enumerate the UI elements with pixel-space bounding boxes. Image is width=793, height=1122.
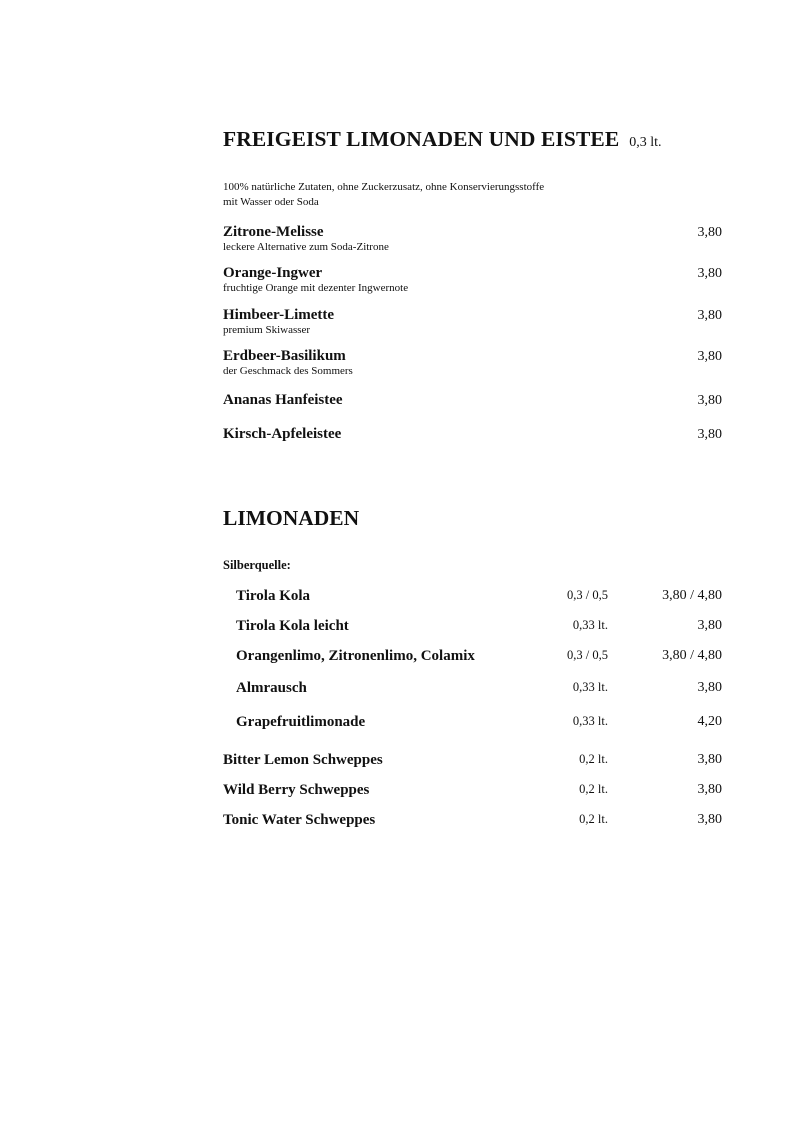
item-description: premium Skiwasser	[223, 324, 311, 336]
drink-row	[223, 781, 722, 799]
drink-name: Bitter Lemon Schweppes	[223, 752, 383, 768]
menu-item	[223, 392, 722, 409]
drink-price: 3,80	[697, 782, 722, 797]
drink-volume: 0,3 / 0,5	[567, 588, 608, 602]
drink-volume: 0,33 lt.	[572, 680, 608, 694]
drink-row	[223, 679, 722, 697]
section-title-limonaden: LIMONADEN	[223, 506, 360, 530]
item-price: 3,80	[697, 427, 722, 442]
drink-name: Tonic Water Schweppes	[223, 812, 376, 828]
drink-row	[223, 587, 722, 605]
item-price: 3,80	[697, 393, 722, 408]
section-volume: 0,3 lt.	[629, 135, 662, 150]
item-name: Kirsch-Apfeleistee	[223, 426, 342, 442]
item-name: Ananas Hanfeistee	[223, 392, 343, 408]
drink-name: Wild Berry Schweppes	[223, 782, 370, 798]
drink-row	[223, 647, 722, 665]
drink-row	[223, 713, 722, 731]
item-name: Himbeer-Limette	[223, 307, 335, 323]
drink-name: Orangenlimo, Zitronenlimo, Colamix	[236, 648, 475, 664]
drink-row	[223, 811, 722, 829]
item-description: der Geschmack des Sommers	[223, 365, 353, 377]
drink-volume: 0,33 lt.	[572, 618, 608, 632]
section-intro	[223, 180, 544, 209]
item-price: 3,80	[697, 225, 722, 240]
item-name: Zitrone-Melisse	[223, 224, 324, 240]
item-name: Erdbeer-Basilikum	[223, 348, 346, 364]
subheading-silberquelle: Silberquelle:	[223, 558, 291, 572]
drink-price: 3,80 / 4,80	[662, 648, 722, 663]
drink-row	[223, 751, 722, 769]
item-name: Orange-Ingwer	[223, 265, 323, 281]
menu-item	[223, 348, 722, 378]
drink-volume: 0,3 / 0,5	[567, 648, 608, 662]
drink-volume: 0,2 lt.	[579, 752, 608, 766]
drink-price: 3,80	[697, 752, 722, 767]
drink-price: 3,80 / 4,80	[662, 588, 722, 603]
item-price: 3,80	[697, 308, 722, 323]
drink-price: 3,80	[697, 680, 722, 695]
drink-price: 3,80	[697, 812, 722, 827]
intro-line: mit Wasser oder Soda	[223, 195, 319, 208]
item-description: leckere Alternative zum Soda-Zitrone	[223, 241, 389, 253]
item-price: 3,80	[697, 266, 722, 281]
drink-name: Grapefruitlimonade	[236, 714, 366, 730]
menu-item	[223, 426, 722, 443]
menu-item	[223, 307, 722, 337]
drink-name: Tirola Kola leicht	[236, 618, 349, 634]
drink-row	[223, 617, 722, 635]
menu-item	[223, 265, 722, 295]
item-description: fruchtige Orange mit dezenter Ingwernote	[223, 282, 409, 294]
drink-name: Almrausch	[236, 680, 307, 696]
item-price: 3,80	[697, 349, 722, 364]
drink-volume: 0,33 lt.	[572, 714, 608, 728]
section-title-text: FREIGEIST LIMONADEN UND EISTEE	[223, 127, 620, 151]
intro-line: 100% natürliche Zutaten, ohne Zuckerzusatz, ohne Konservierungsstoffe	[223, 181, 545, 193]
drink-volume: 0,2 lt.	[579, 812, 608, 826]
drink-price: 3,80	[697, 618, 722, 633]
drink-price: 4,20	[697, 714, 722, 729]
drink-name: Tirola Kola	[236, 588, 311, 604]
section-title-freigeist	[223, 127, 662, 152]
menu-item	[223, 224, 722, 254]
drink-volume: 0,2 lt.	[579, 782, 608, 796]
